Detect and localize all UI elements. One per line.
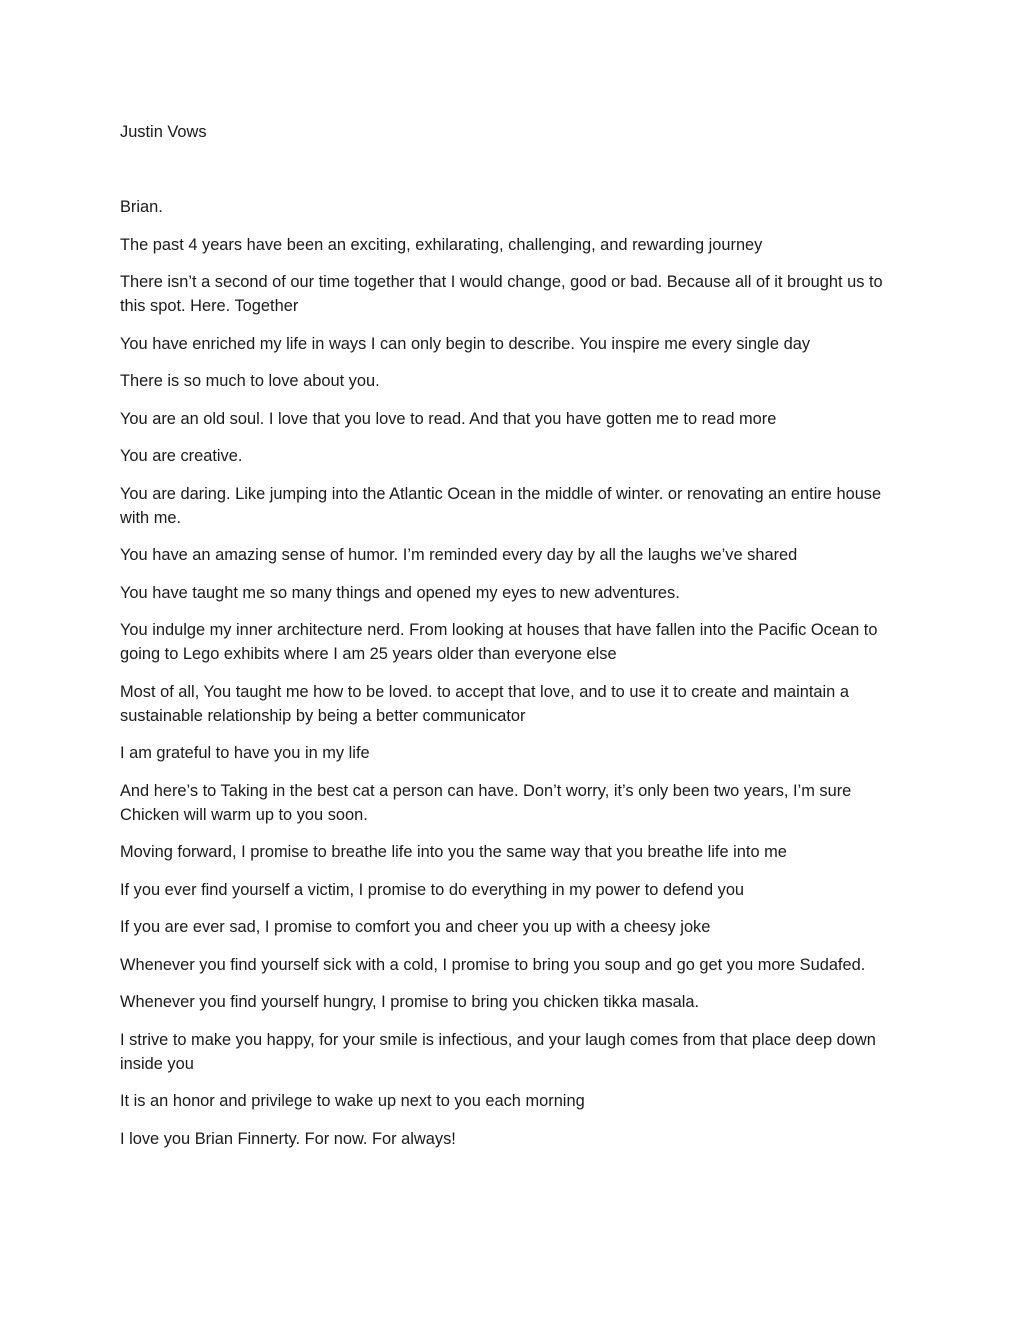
paragraph: Moving forward, I promise to breathe life into you the same way that you breathe life into me: [120, 843, 787, 861]
document-title: Justin Vows: [120, 123, 207, 141]
paragraph: Whenever you find yourself sick with a cold, I promise to bring you soup and go get you more Sudafed.: [120, 955, 866, 974]
paragraph: There isn’t a second of our time together that I would change, good or bad. Because all of it brought us to this spot. Here. Together: [120, 273, 883, 315]
paragraph: You indulge my inner architecture nerd. From looking at houses that have fallen into the Pacific Ocean to going to Lego exhibits where I am 25 years older than everyone else: [120, 621, 878, 663]
paragraph: You are daring. Like jumping into the Atlantic Ocean in the middle of winter. or renovating an entire house with me.: [120, 484, 882, 527]
paragraph: If you are ever sad, I promise to comfort you and cheer you up with a cheesy joke: [120, 918, 711, 936]
paragraph: I am grateful to have you in my life: [120, 744, 370, 762]
paragraph: There is so much to love about you.: [120, 372, 380, 390]
paragraph: The past 4 years have been an exciting, exhilarating, challenging, and rewarding journey: [120, 235, 763, 254]
paragraph: Most of all, You taught me how to be loved. to accept that love, and to use it to create and maintain a sustainable relationship by being a better communicator: [120, 682, 849, 725]
paragraph: You are creative.: [120, 447, 243, 465]
paragraph: If you ever find yourself a victim, I promise to do everything in my power to defend you: [120, 880, 745, 899]
paragraph: I strive to make you happy, for your smile is infectious, and your laugh comes from that place deep down inside you: [120, 1030, 876, 1073]
salutation: Brian.: [120, 198, 163, 216]
paragraph: You have an amazing sense of humor. I’m reminded every day by all the laughs we’ve shared: [120, 546, 798, 564]
paragraph: You have enriched my life in ways I can only begin to describe. You inspire me every single day: [120, 334, 811, 353]
paragraph: It is an honor and privilege to wake up next to you each morning: [120, 1092, 585, 1110]
paragraph: Whenever you find yourself hungry, I promise to bring you chicken tikka masala.: [120, 993, 700, 1011]
paragraph: You are an old soul. I love that you love to read. And that you have gotten me to read more: [120, 409, 777, 428]
paragraph: And here’s to Taking in the best cat a person can have. Don’t worry, it’s only been two years, I’m sure Chicken will warm up to you soon.: [120, 781, 852, 824]
paragraph: You have taught me so many things and opened my eyes to new adventures.: [120, 583, 680, 602]
closing-line: I love you Brian Finnerty. For now. For always!: [120, 1129, 456, 1148]
